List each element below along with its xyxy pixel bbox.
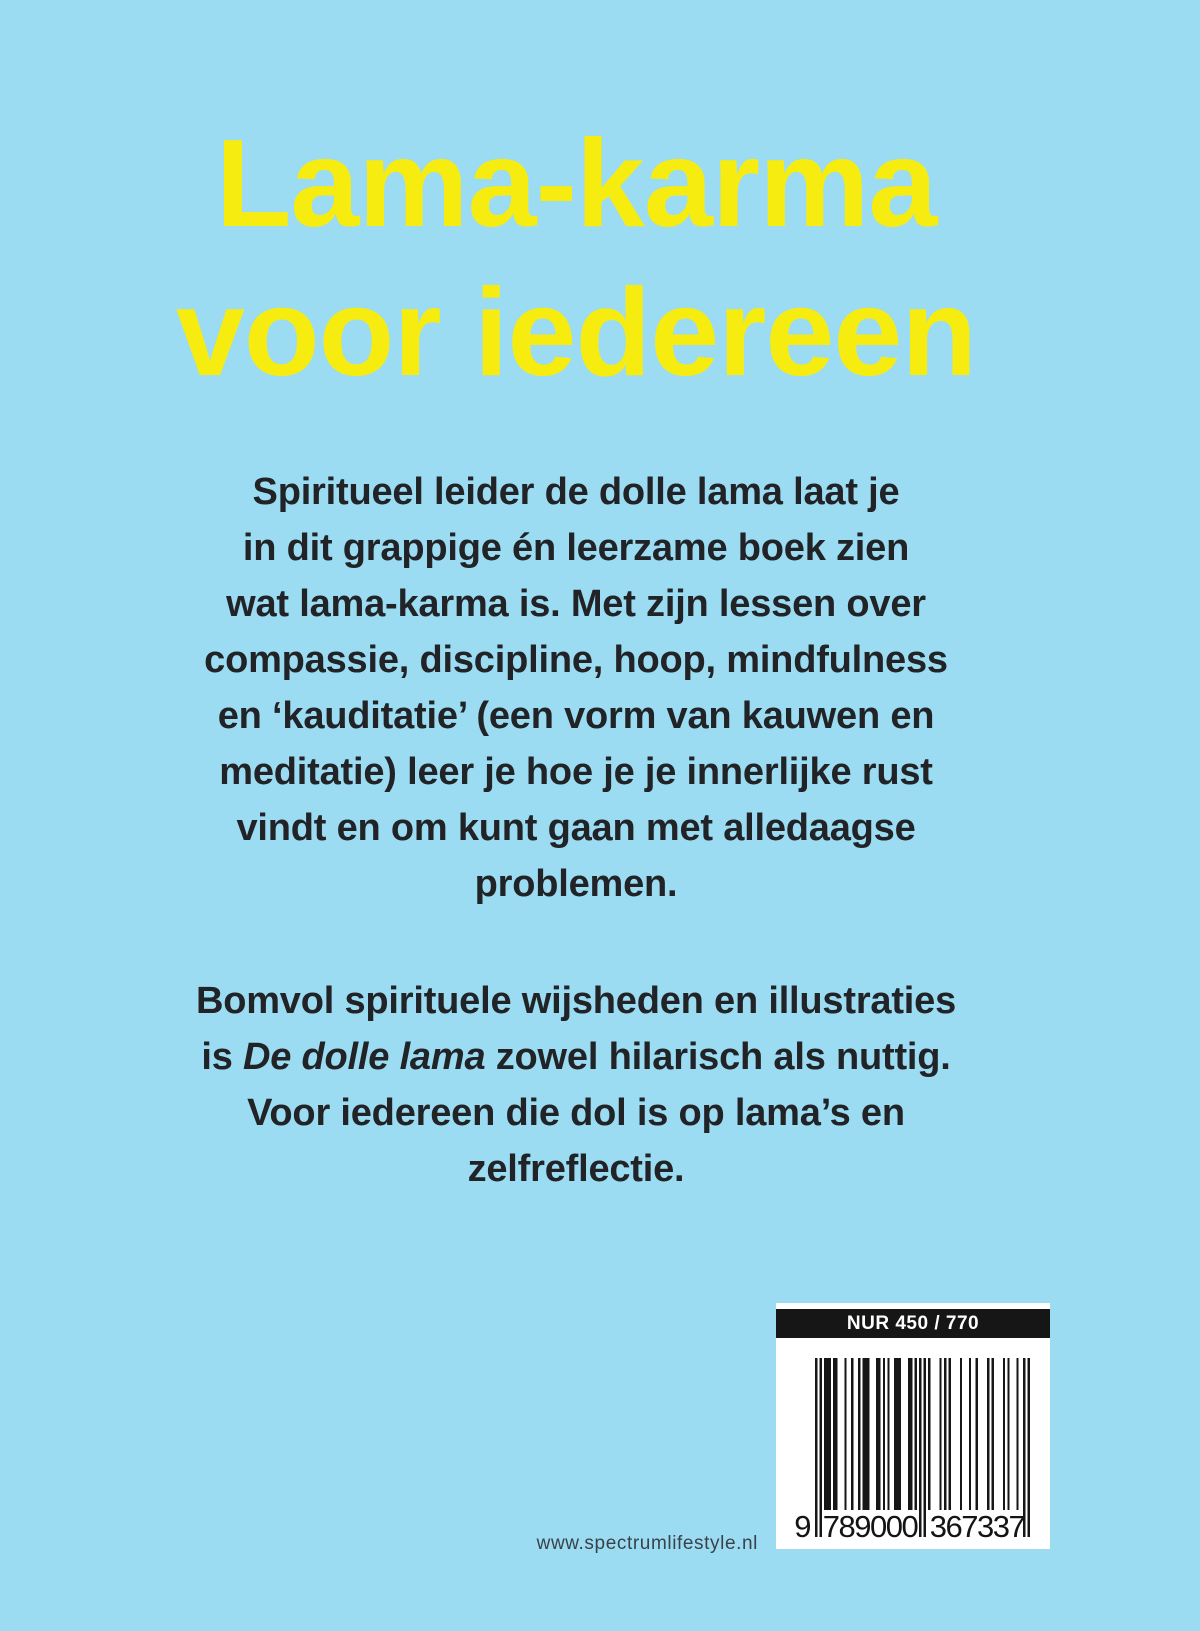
blurb-line: in dit grappige én leerzame boek zien [242,527,910,569]
barcode-label [776,1303,1050,1549]
blurb-line: en ‘kauditatie’ (een vorm van kauwen en [217,695,935,737]
blurb-line: problemen. [474,863,678,905]
blurb-line: vindt en om kunt gaan met alledaagse [236,807,916,849]
blurb-line: compassie, discipline, hoop, mindfulness [204,639,948,681]
blurb-text: zowel hilarisch als nuttig. [485,1036,951,1078]
blurb-line: zelfreflectie. [467,1148,685,1190]
blurb-line: Voor iedereen die dol is op lama’s en [247,1092,905,1134]
blurb-line: Spiritueel leider de dolle lama laat je [252,471,900,513]
ean-number [776,1303,1050,1549]
blurb-line: meditatie) leer je hoe je je innerlijke rust [219,751,933,793]
title-line-2: voor iedereen [175,264,977,402]
book-title-italic: De dolle lama [243,1036,486,1078]
publisher-website: www.spectrumlifestyle.nl [536,1533,758,1554]
book-title [0,110,1152,408]
ean-digit-group-2: 367337 [929,1509,1025,1544]
title-line-1: Lama-karma [215,115,937,253]
blurb-text: is [201,1036,243,1078]
nur-code-badge: NUR 450 / 770 [776,1309,1050,1338]
blurb-line: Bomvol spirituele wijsheden en illustraties [195,980,957,1022]
ean-digit-lead: 9 [794,1509,810,1544]
ean-digit-group-1: 789000 [822,1509,918,1544]
blurb-paragraph-1 [0,464,1152,912]
blurb-paragraph-2 [0,973,1152,1197]
blurb-line: wat lama-karma is. Met zijn lessen over [226,583,926,625]
blurb-line [0,1029,1152,1085]
